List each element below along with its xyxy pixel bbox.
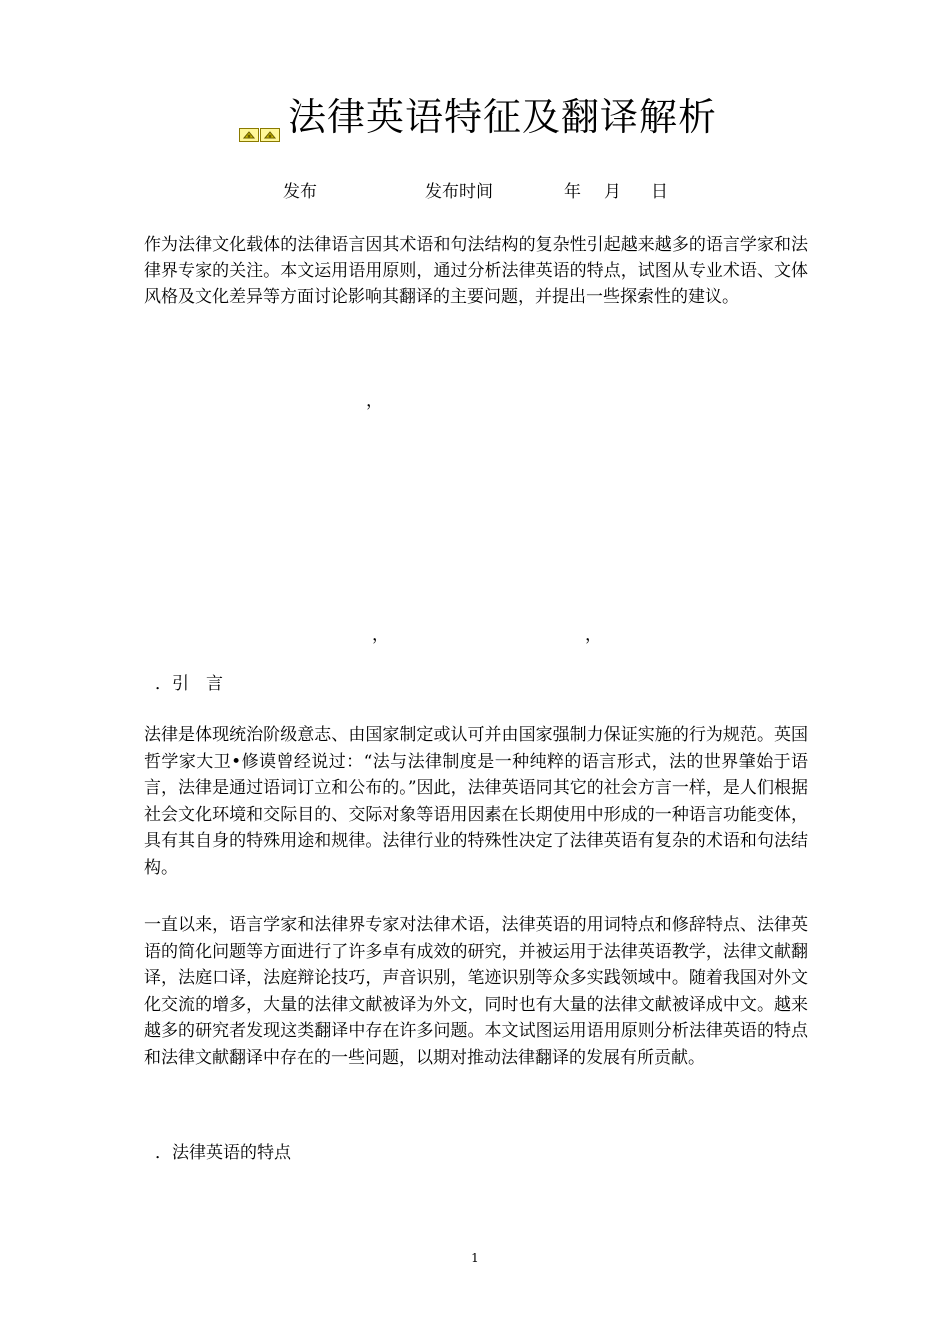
publish-label: 发布 bbox=[283, 182, 317, 202]
embedded-object-icon[interactable] bbox=[260, 128, 280, 142]
stray-comma: ， bbox=[372, 625, 389, 645]
month-label: 月 bbox=[604, 182, 621, 202]
publish-time-label: 发布时间 bbox=[425, 182, 493, 202]
title-icons bbox=[239, 128, 280, 142]
abstract: 作为法律文化载体的法律语言因其术语和句法结构的复杂性引起越来越多的语言学家和法律界专家的关注。本文运用语用原则，通过分析法律英语的特点，试图从专业术语、文体风格及文化差异等方面讨论影响其翻译的主要问题，并提出一些探索性的建议。 bbox=[144, 235, 808, 307]
body-paragraph: 法律是体现统治阶级意志、由国家制定或认可并由国家强制力保证实施的行为规范。英国哲学家大卫•修谟曾经说过：“法与法律制度是一种纯粹的语言形式，法的世界肇始于语言，法律是通过语词订立和公布的。”因此，法律英语同其它的社会方言一样，是人们根据社会文化环境和交际目的、交际对象等语用因素在长期使用中形成的一种语言功能变体，具有其自身的特殊用途和规律。法律行业的特殊性决定了法律英语有复杂的术语和句法结构。 bbox=[144, 725, 808, 878]
page-number: 1 bbox=[471, 1251, 479, 1265]
publish-meta bbox=[0, 180, 950, 204]
embedded-object-icon[interactable] bbox=[239, 128, 259, 142]
stray-comma: ， bbox=[585, 625, 602, 645]
section-heading-introduction: ．引 言 bbox=[155, 674, 223, 694]
day-label: 日 bbox=[651, 182, 668, 202]
stray-comma: ， bbox=[366, 391, 383, 411]
body-paragraph: 一直以来，语言学家和法律界专家对法律术语，法律英语的用词特点和修辞特点、法律英语的简化问题等方面进行了许多卓有成效的研究，并被运用于法律英语教学，法律文献翻译，法庭口译，法庭辩论技巧，声音识别，笔迹识别等众多实践领域中。随着我国对外文化交流的增多，大量的法律文献被译为外文，同时也有大量的法律文献被译成中文。越来越多的研究者发现这类翻译中存在许多问题。本文试图运用语用原则分析法律英语的特点和法律文献翻译中存在的一些问题，以期对推动法律翻译的发展有所贡献。 bbox=[144, 915, 808, 1068]
section-heading-features: ．法律英语的特点 bbox=[155, 1143, 291, 1163]
document-title: 法律英语特征及翻译解析 bbox=[288, 95, 718, 139]
year-label: 年 bbox=[564, 182, 581, 202]
title-row bbox=[0, 92, 950, 152]
